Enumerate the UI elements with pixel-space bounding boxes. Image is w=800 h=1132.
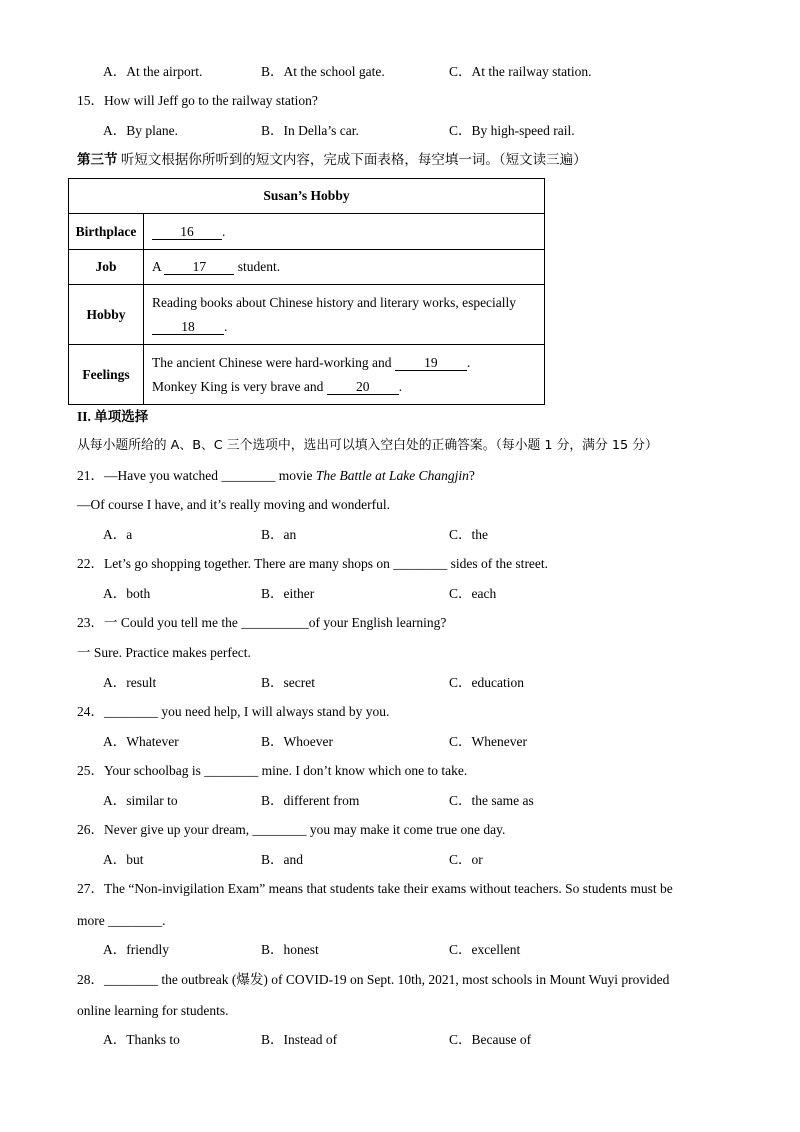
section3-label: 第三节 [77, 152, 118, 168]
q21-stem-b: ? [468, 468, 475, 483]
blank-19: 19 [395, 356, 467, 371]
q25-option-b: B．different from [261, 793, 360, 808]
q22-option-a: A．both [103, 586, 151, 601]
q27-option-c: C．excellent [449, 942, 521, 957]
part2-instructions: 从每小题所给的 A、B、C 三个选项中，选出可以填入空白处的正确答案。（每小题 1 分，满分 15 分） [77, 438, 658, 453]
q15-stem: 15．How will Jeff go to the railway station? [77, 93, 318, 108]
q27-option-b: B．honest [261, 942, 319, 957]
q21-stem [77, 467, 475, 485]
hobby-line2 [152, 315, 536, 339]
feelings-line2-after: . [398, 378, 403, 394]
q21-option-c: C．the [449, 527, 488, 542]
q23-option-c: C．education [449, 675, 524, 690]
q14-option-b: B．At the school gate. [261, 64, 385, 79]
row-header-job: Job [69, 250, 144, 285]
hobby-line1: Reading books about Chinese history and literary works, especially [152, 294, 517, 310]
q22-option-c: C．each [449, 586, 497, 601]
section3-instructions: 听短文根据你所听到的短文内容，完成下面表格，每空填一词。（短文读三遍） [120, 152, 587, 168]
q23-stem2: 一 Sure. Practice makes perfect. [77, 645, 251, 660]
q15-option-c: C．By high-speed rail. [449, 123, 575, 138]
q24-option-a: A．Whatever [103, 734, 179, 749]
q23-stem: 23．一 Could you tell me the __________of your English learning? [77, 615, 447, 630]
blank-18: 18 [152, 320, 224, 335]
q23-option-b: B．secret [261, 675, 315, 690]
blank-20: 20 [327, 380, 399, 395]
blank-17: 17 [164, 260, 234, 275]
q25-option-c: C．the same as [449, 793, 534, 808]
q27-stem: 27．The “Non-invigilation Exam” means that students take their exams without teachers. So students must be [77, 881, 673, 896]
q23-option-a: A．result [103, 675, 157, 690]
q24-option-c: C．Whenever [449, 734, 527, 749]
hobby-after: . [224, 318, 228, 334]
q26-stem: 26．Never give up your dream, ________ you may make it come true one day. [77, 822, 506, 837]
birthplace-after: . [222, 223, 226, 239]
feelings-line1-after: . [466, 354, 471, 370]
job-after: student. [237, 259, 281, 274]
q25-option-a: A．similar to [103, 793, 178, 808]
q21-option-b: B．an [261, 527, 297, 542]
q27-stem2: more ________. [77, 913, 166, 928]
susans-hobby-table [68, 178, 545, 405]
q22-stem: 22．Let’s go shopping together. There are many shops on ________ sides of the street. [77, 556, 549, 571]
q28-stem: 28．________ the outbreak (爆发) of COVID-19 on Sept. 10th, 2021, most schools in Mount Wuyi provided [77, 972, 670, 987]
q28-option-b: B．Instead of [261, 1032, 338, 1047]
q24-stem: 24．________ you need help, I will always stand by you. [77, 704, 390, 719]
table-title: Susan’s Hobby [69, 179, 545, 214]
row-header-birthplace: Birthplace [69, 214, 144, 250]
q27-option-a: A．friendly [103, 942, 169, 957]
q21-option-a: A．a [103, 527, 133, 542]
row-header-feelings: Feelings [69, 345, 144, 405]
row-header-hobby: Hobby [69, 285, 144, 345]
part2-title: II. 单项选择 [77, 409, 149, 424]
row-hobby [144, 285, 545, 345]
q21-stem-a: 21．—Have you watched ________ movie [77, 468, 316, 483]
q28-option-c: C．Because of [449, 1032, 532, 1047]
section3-heading [77, 151, 587, 169]
feelings-line2 [152, 375, 536, 399]
q21-stem2: —Of course I have, and it’s really moving and wonderful. [77, 497, 391, 512]
row-job [144, 250, 545, 285]
blank-16: 16 [152, 225, 222, 240]
q26-option-b: B．and [261, 852, 303, 867]
row-birthplace [144, 214, 545, 250]
q28-stem2: online learning for students. [77, 1003, 229, 1018]
q21-movie-title: The Battle at Lake Changjin [315, 468, 469, 483]
q15-option-b: B．In Della’s car. [261, 123, 359, 138]
q28-option-a: A．Thanks to [103, 1032, 180, 1047]
feelings-line1-before: The ancient Chinese were hard-working and [152, 354, 392, 370]
q26-option-c: C．or [449, 852, 483, 867]
q26-option-a: A．but [103, 852, 144, 867]
q24-option-b: B．Whoever [261, 734, 333, 749]
q15-option-a: A．By plane. [103, 123, 178, 138]
feelings-line2-before: Monkey King is very brave and [152, 378, 324, 394]
q25-stem: 25．Your schoolbag is ________ mine. I don’t know which one to take. [77, 763, 468, 778]
q14-option-a: A．At the airport. [103, 64, 203, 79]
q14-option-c: C．At the railway station. [449, 64, 592, 79]
feelings-line1 [152, 351, 536, 375]
q22-option-b: B．either [261, 586, 315, 601]
job-before: A [152, 259, 162, 274]
row-feelings [144, 345, 545, 405]
